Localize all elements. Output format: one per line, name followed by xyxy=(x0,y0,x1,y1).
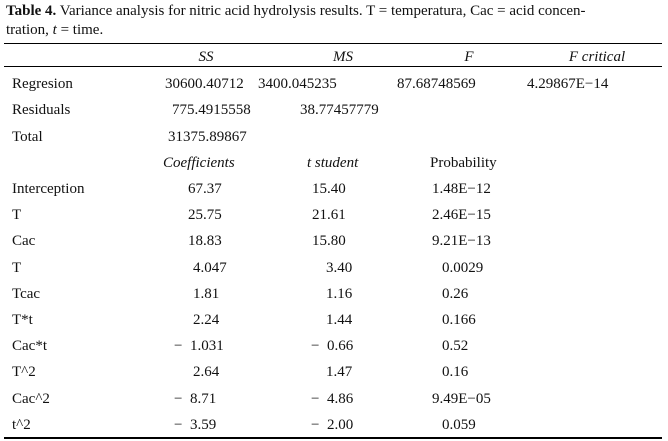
anova-header-1: MS xyxy=(333,49,353,65)
anova-header-3: F critical xyxy=(568,49,626,65)
t-student-value: 15.40 xyxy=(312,181,346,197)
coef-value: − 3.59 xyxy=(174,417,217,433)
coef-value: − 8.71 xyxy=(174,391,217,407)
caption-label: Table 4. xyxy=(6,3,57,19)
anova-ss-value: 31375.89867 xyxy=(168,129,247,145)
caption-text-1: Variance analysis for nitric acid hydrolysis results. T = temperatura, Cac = acid concen- xyxy=(59,3,586,19)
coef-row-label: T xyxy=(12,207,22,223)
probability-value: 0.16 xyxy=(442,364,469,380)
t-student-value: 21.61 xyxy=(312,207,346,223)
probability-value: 9.49E−05 xyxy=(432,391,491,407)
coef-row-label: T^2 xyxy=(12,364,36,380)
coef-header-1: t student xyxy=(307,155,359,171)
anova-header-0: SS xyxy=(198,49,214,65)
caption-text-2b: = time. xyxy=(56,22,104,38)
probability-value: 0.26 xyxy=(442,286,469,302)
probability-value: 0.52 xyxy=(442,338,469,354)
t-student-value: 3.40 xyxy=(326,260,353,276)
probability-value: 0.059 xyxy=(442,417,476,433)
anova-row-label: Regresion xyxy=(12,76,73,92)
t-student-value: 15.80 xyxy=(312,233,346,249)
table-caption xyxy=(6,2,658,40)
t-student-value: 1.47 xyxy=(326,364,353,380)
anova-ms-value: 38.77457779 xyxy=(300,102,379,118)
coef-row-label: Tcac xyxy=(12,286,41,302)
coef-value: 25.75 xyxy=(188,207,222,223)
coef-header-0: Coefficients xyxy=(163,155,235,171)
probability-value: 9.21E−13 xyxy=(432,233,491,249)
coef-row-label: Cac*t xyxy=(12,338,47,354)
coef-value: 18.83 xyxy=(188,233,222,249)
coef-value: 2.24 xyxy=(193,312,220,328)
coef-value: 1.81 xyxy=(193,286,220,302)
probability-value: 0.166 xyxy=(442,312,476,328)
top-rule xyxy=(4,43,662,44)
t-student-value: 1.44 xyxy=(326,312,353,328)
anova-fcrit-value: 4.29867E−14 xyxy=(527,76,609,92)
bottom-rule xyxy=(4,437,662,439)
t-student-value: − 2.00 xyxy=(311,417,354,433)
coef-row-label: Cac^2 xyxy=(12,391,50,407)
anova-f-value: 87.68748569 xyxy=(397,76,476,92)
probability-value: 2.46E−15 xyxy=(432,207,491,223)
anova-row-label: Total xyxy=(12,129,43,145)
t-student-value: − 0.66 xyxy=(311,338,354,354)
coef-value: 67.37 xyxy=(188,181,222,197)
t-student-value: − 4.86 xyxy=(311,391,354,407)
anova-header-2: F xyxy=(464,49,474,65)
probability-value: 0.0029 xyxy=(442,260,484,276)
coef-row-label: T xyxy=(12,260,22,276)
caption-text-2a: tration, xyxy=(6,22,53,38)
t-student-value: 1.16 xyxy=(326,286,353,302)
caption-text-2t: t xyxy=(52,22,57,38)
coef-row-label: t^2 xyxy=(12,417,31,433)
coef-value: − 1.031 xyxy=(174,338,224,354)
anova-row-label: Residuals xyxy=(12,102,71,118)
coef-row-label: Cac xyxy=(12,233,36,249)
coef-header-2: Probability xyxy=(430,155,497,171)
anova-ms-value: 3400.045235 xyxy=(258,76,337,92)
coef-row-label: T*t xyxy=(12,312,33,328)
anova-ss-value: 775.4915558 xyxy=(172,102,251,118)
coef-value: 4.047 xyxy=(193,260,227,276)
coef-value: 2.64 xyxy=(193,364,220,380)
coef-row-label: Interception xyxy=(12,181,85,197)
probability-value: 1.48E−12 xyxy=(432,181,491,197)
anova-ss-value: 30600.40712 xyxy=(165,76,244,92)
